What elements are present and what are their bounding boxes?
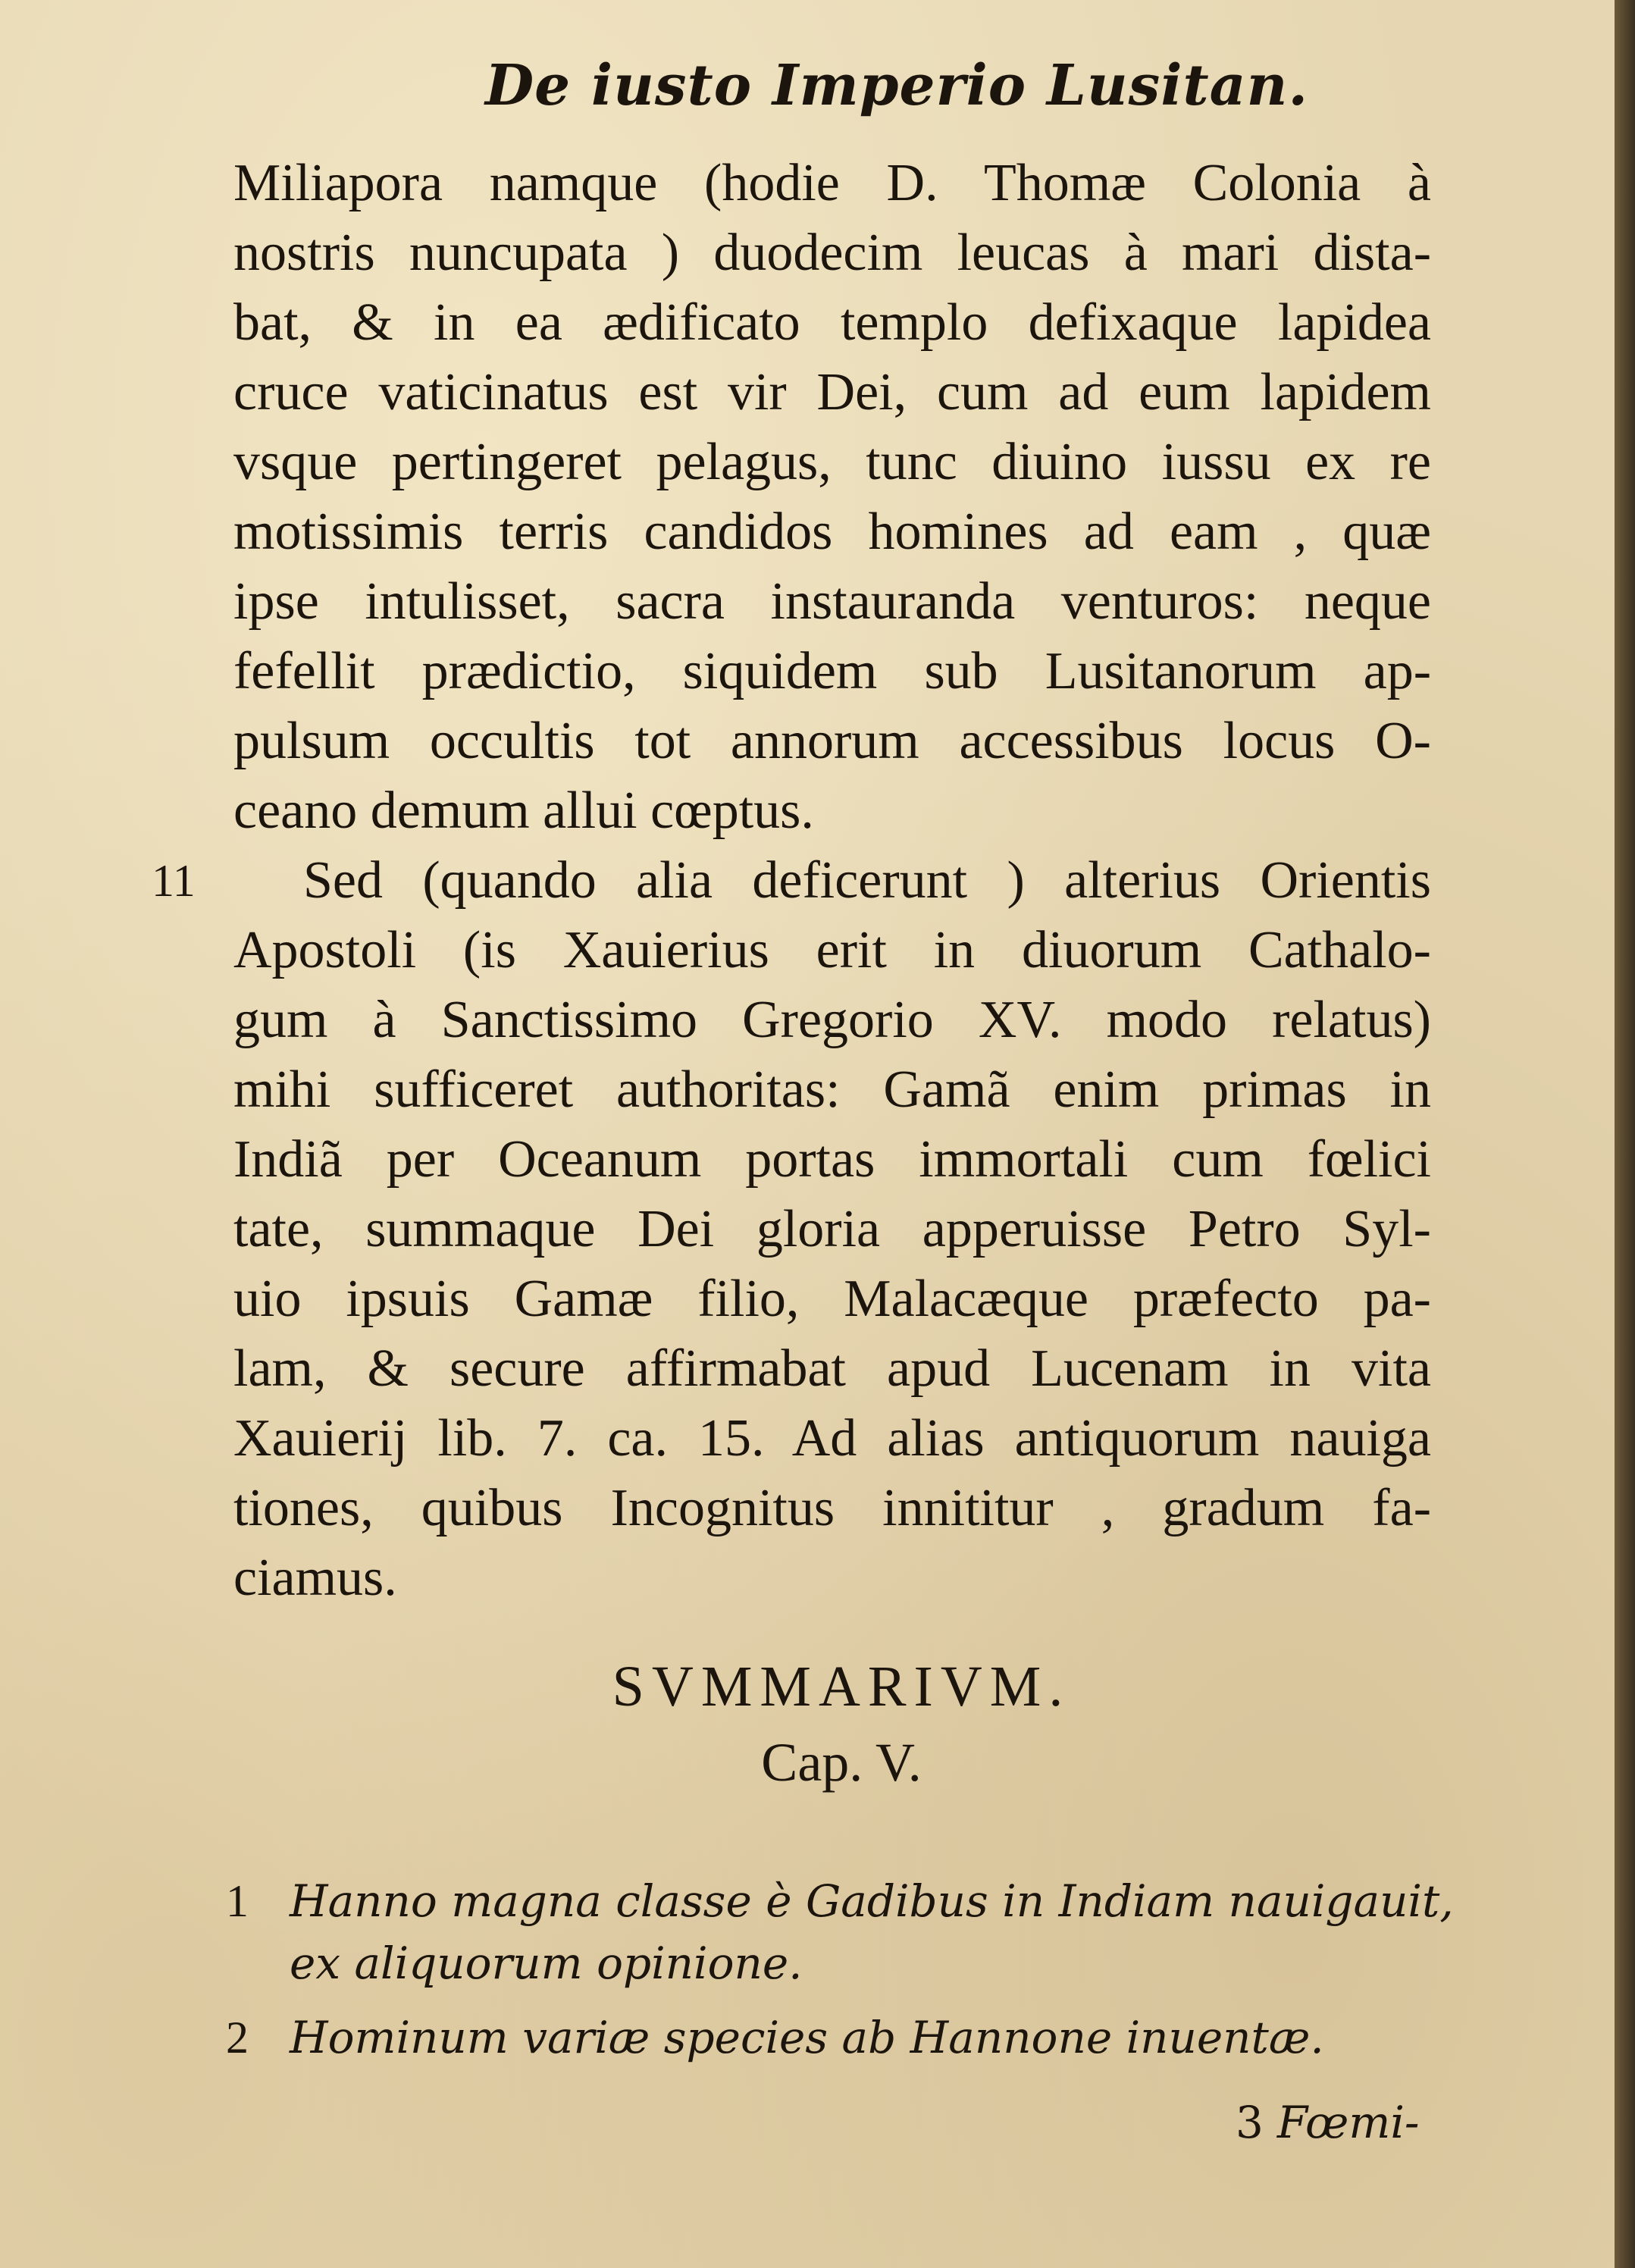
summary-item-line: Hominum variæ species ab Hannone inuentæ. [290,2012,1324,2063]
text-line: lam, & secure affirmabat apud Lucenam in vita [233,1339,1431,1398]
text-line: uio ipsuis Gamæ filio, Malacæque præfecto pa- [233,1270,1431,1328]
catchword [1236,2092,1419,2153]
text-line: mihi sufficeret authoritas: Gamã enim primas in [233,1060,1431,1119]
text-line: gum à Sanctissimo Gregorio XV. modo relatus) [233,991,1431,1049]
catchword-word: Fœmi- [1276,2097,1420,2148]
text-line: bat, & in ea ædificato templo defixaque lapidea [233,293,1431,352]
summary-item-line: Hanno magna classe è Gadibus in Indiam nauigauit, [290,1875,1454,1927]
text-line: Indiã per Oceanum portas immortali cum fœlici [233,1130,1431,1189]
text-line: vsque pertingeret pelagus, tunc diuino iussu ex re [233,433,1431,491]
text-line: motissimis terris candidos homines ad eam , quæ [233,503,1431,561]
text-line: Xauierij lib. 7. ca. 15. Ad alias antiquorum nauiga [233,1409,1431,1468]
running-title: De iusto Imperio Lusitan. [485,53,1309,118]
text-line: ciamus. [233,1549,397,1607]
summary-title: SVMMARIVM. [612,1655,1071,1718]
text-line: ceano demum allui cœptus. [233,782,814,840]
text-line: Apostoli (is Xauierius erit in diuorum Cathalo- [233,921,1431,979]
text-line: cruce vaticinatus est vir Dei, cum ad eum lapidem [233,363,1431,421]
text-line: ipse intulisset, sacra instauranda venturos: neque [233,572,1431,631]
catchword-number: 3 [1236,2097,1264,2148]
chapter-heading: Cap. V. [761,1732,922,1793]
summary-item-line: ex aliquorum opinione. [290,1938,803,1989]
summary-item-number: 1 [226,1876,249,1926]
text-line: nostris nuncupata ) duodecim leucas à mari dista- [233,224,1431,282]
text-line: pulsum occultis tot annorum accessibus locus O- [233,712,1431,770]
text-line: tate, summaque Dei gloria apperuisse Petro Syl- [233,1200,1431,1258]
text-line: fefellit prædictio, siquidem sub Lusitanorum ap- [233,642,1431,700]
paragraph-number: 11 [152,856,196,906]
text-line: tiones, quibus Incognitus innititur , gradum fa- [233,1479,1431,1537]
text-line: Sed (quando alia deficerunt ) alterius Orientis [303,851,1431,910]
text-line: Miliapora namque (hodie D. Thomæ Colonia à [233,154,1431,212]
page-edge-shadow [1615,0,1635,2268]
summary-item-number: 2 [226,2013,249,2063]
